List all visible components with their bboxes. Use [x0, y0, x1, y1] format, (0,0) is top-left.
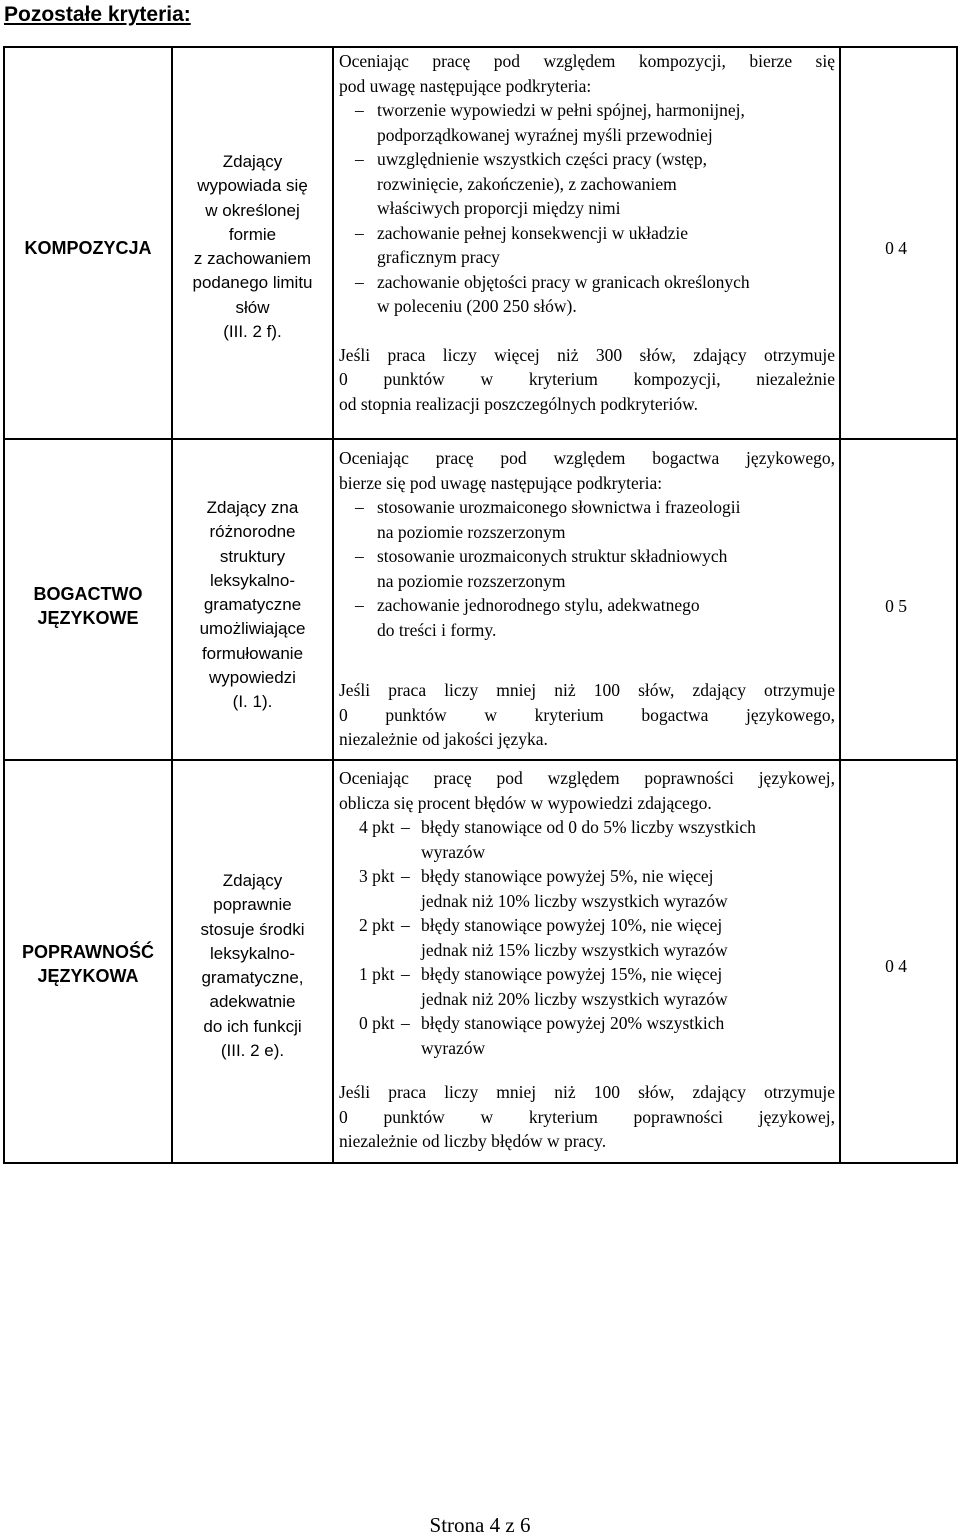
points-label: 4 pkt	[359, 817, 395, 837]
criterion-name	[5, 582, 171, 630]
description-intro: Oceniając pracę pod względem poprawności językowej,	[339, 768, 835, 788]
table-border-bottom	[3, 1162, 958, 1164]
requirement-line: do ich funkcji	[203, 1016, 302, 1036]
requirement-line: leksykalno-	[209, 570, 296, 590]
description-intro: oblicza się procent błędów w wypowiedzi zdającego.	[339, 792, 712, 813]
dash-bullet: –	[401, 964, 410, 984]
dash-bullet: –	[355, 271, 364, 292]
description-note: niezależnie od jakości języka.	[339, 729, 548, 749]
description-intro: Oceniając pracę pod względem bogactwa językowego,	[339, 448, 835, 468]
dash-bullet: –	[401, 866, 410, 886]
list-item-line: stosowanie urozmaiconych struktur składniowych	[377, 546, 728, 566]
requirement-line: Zdający zna	[206, 498, 299, 517]
score-range: 0 5	[885, 596, 907, 616]
list-item-line: błędy stanowiące powyżej 15%, nie więcej	[421, 964, 723, 984]
list-item-line: jednak niż 10% liczby wszystkich wyrazów	[421, 890, 728, 911]
table-border-top	[3, 46, 958, 48]
dash-bullet: –	[401, 915, 410, 935]
requirement-text	[173, 869, 332, 1063]
requirement-line: (III. 2 e).	[220, 1041, 285, 1061]
list-item-line: błędy stanowiące od 0 do 5% liczby wszystkich	[421, 817, 756, 837]
list-item	[339, 913, 835, 962]
requirement-line: wypowiedzi	[209, 668, 296, 688]
requirement-line: Zdający	[222, 871, 283, 890]
criterion-description	[339, 766, 835, 1154]
list-item	[339, 864, 835, 913]
requirement-line: (I. 1).	[232, 692, 273, 712]
description-intro: bierze się pod uwagę następujące podkryteria:	[339, 472, 663, 493]
description-note: 0 punktów w kryterium kompozycji, niezależnie	[339, 369, 835, 389]
list-item	[339, 1011, 835, 1060]
column-divider	[332, 46, 334, 1164]
description-intro: pod uwagę następujące podkryteria:	[339, 75, 592, 96]
subcriteria-list	[339, 98, 835, 319]
list-item	[339, 544, 835, 593]
list-item	[339, 593, 835, 642]
list-item-line: do treści i formy.	[377, 619, 497, 640]
description-note: niezależnie od liczby błędów w pracy.	[339, 1131, 607, 1151]
criterion-name-line: BOGACTWO	[33, 584, 143, 604]
requirement-line: umożliwiające	[199, 619, 306, 639]
list-item-line: jednak niż 20% liczby wszystkich wyrazów	[421, 988, 728, 1009]
criterion-description	[339, 446, 835, 752]
criterion-name-text: KOMPOZYCJA	[24, 238, 152, 258]
list-item-line: zachowanie objętości pracy w granicach określonych	[377, 271, 750, 292]
requirement-line: gramatyczne,	[201, 968, 304, 988]
description-note: Jeśli praca liczy mniej niż 100 słów, zdający otrzymuje	[339, 1082, 835, 1102]
list-item-line: rozwinięcie, zakończenie), z zachowaniem	[377, 173, 677, 194]
dash-bullet: –	[355, 149, 364, 169]
requirement-line: struktury	[219, 546, 286, 566]
requirement-line: słów	[235, 297, 270, 317]
description-note: 0 punktów w kryterium poprawności językowej,	[339, 1106, 835, 1127]
requirement-line: podanego limitu	[192, 273, 313, 293]
dash-bullet: –	[355, 222, 364, 243]
criterion-name-line: POPRAWNOŚĆ	[21, 942, 154, 962]
list-item-line: graficznym pracy	[377, 247, 500, 267]
requirement-line: wypowiada się	[197, 176, 308, 196]
list-item-line: uwzględnienie wszystkich części pracy (wstęp,	[377, 149, 707, 169]
list-item-line: wyrazów	[421, 1037, 486, 1058]
list-item-line: właściwych proporcji między nimi	[377, 198, 621, 218]
requirement-line: formułowanie	[201, 643, 304, 663]
score-range: 0 4	[885, 956, 907, 976]
description-note: 0 punktów w kryterium bogactwa językowego,	[339, 704, 835, 725]
description-note: Jeśli praca liczy więcej niż 300 słów, zdający otrzymuje	[339, 344, 835, 365]
list-item	[339, 495, 835, 544]
points-label: 1 pkt	[359, 964, 395, 984]
list-item-line: jednak niż 15% liczby wszystkich wyrazów	[421, 939, 728, 960]
dash-bullet: –	[401, 817, 410, 837]
list-item	[339, 962, 835, 1011]
requirement-line: leksykalno-	[209, 943, 296, 963]
list-item-line: na poziomie rozszerzonym	[377, 521, 566, 542]
list-item-line: błędy stanowiące powyżej 5%, nie więcej	[421, 866, 714, 886]
list-item-line: podporządkowanej wyraźnej myśli przewodniej	[377, 124, 713, 145]
list-item	[339, 98, 835, 147]
requirement-text	[173, 496, 332, 715]
list-item-line: zachowanie pełnej konsekwencji w układzie	[377, 222, 688, 243]
criterion-description	[339, 49, 835, 416]
points-scale-list	[339, 815, 835, 1060]
page-footer: Strona 4 z 6	[429, 1513, 531, 1537]
page-title: Pozostałe kryteria:	[4, 3, 191, 26]
points-label: 0 pkt	[359, 1013, 395, 1033]
criterion-name-line: JĘZYKOWA	[37, 966, 139, 986]
score-range: 0 4	[885, 238, 907, 258]
requirement-line: formie	[228, 224, 277, 244]
row-divider	[3, 759, 958, 761]
dash-bullet: –	[355, 595, 364, 615]
criterion-name	[5, 940, 171, 988]
description-note: od stopnia realizacji poszczególnych podkryteriów.	[339, 393, 698, 414]
list-item-line: zachowanie jednorodnego stylu, adekwatnego	[377, 595, 700, 615]
criterion-name	[5, 236, 171, 260]
dash-bullet: –	[355, 100, 364, 120]
subcriteria-list	[339, 495, 835, 642]
list-item-line: w poleceniu (200 250 słów).	[377, 296, 577, 316]
requirement-line: w określonej	[205, 200, 300, 220]
requirement-line: stosuje środki	[200, 919, 305, 939]
requirement-line: z zachowaniem	[193, 249, 312, 269]
list-item	[339, 221, 835, 270]
list-item	[339, 270, 835, 319]
criterion-name-line: JĘZYKOWE	[37, 608, 139, 628]
list-item-line: na poziomie rozszerzonym	[377, 570, 566, 591]
requirement-line: adekwatnie	[209, 992, 296, 1012]
list-item	[339, 815, 835, 864]
points-label: 3 pkt	[359, 866, 395, 886]
list-item-line: wyrazów	[421, 841, 486, 862]
requirement-line: gramatyczne	[203, 595, 302, 615]
requirement-line: poprawnie	[213, 895, 292, 915]
description-intro: Oceniając pracę pod względem kompozycji, bierze się	[339, 51, 835, 71]
requirement-text	[173, 150, 332, 344]
requirement-line: Zdający	[222, 152, 283, 171]
requirement-line: różnorodne	[209, 522, 296, 542]
list-item-line: błędy stanowiące powyżej 10%, nie więcej	[421, 915, 723, 935]
row-divider	[3, 438, 958, 440]
list-item	[339, 147, 835, 221]
list-item-line: stosowanie urozmaiconego słownictwa i frazeologii	[377, 497, 741, 517]
dash-bullet: –	[355, 546, 364, 566]
dash-bullet: –	[401, 1013, 410, 1033]
description-note: Jeśli praca liczy mniej niż 100 słów, zdający otrzymuje	[339, 680, 835, 700]
dash-bullet: –	[355, 497, 364, 517]
points-label: 2 pkt	[359, 915, 395, 935]
list-item-line: błędy stanowiące powyżej 20% wszystkich	[421, 1013, 725, 1033]
requirement-line: (III. 2 f).	[223, 322, 282, 342]
list-item-line: tworzenie wypowiedzi w pełni spójnej, harmonijnej,	[377, 100, 745, 120]
